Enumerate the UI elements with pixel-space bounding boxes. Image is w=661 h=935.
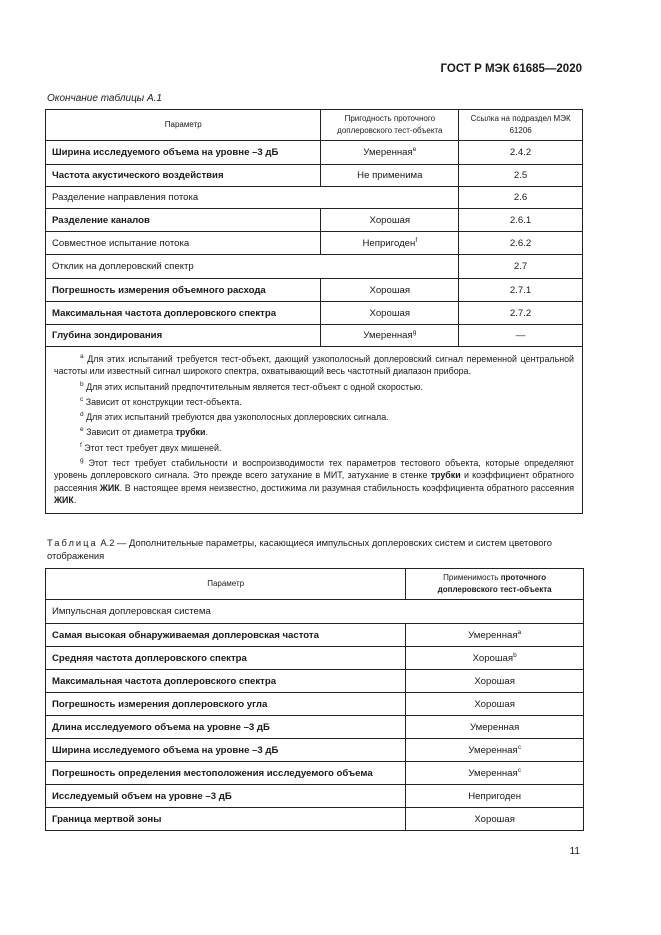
param-cell: Глубина зондирования (46, 325, 321, 347)
header-parameter: Параметр (46, 569, 406, 600)
reference-cell: 2.7 (459, 255, 583, 279)
param-cell: Длина исследуемого объема на уровне –3 дБ (46, 716, 406, 739)
suitability-cell: Непригоден$^f$ (321, 232, 459, 255)
footnote: $^g$ Этот тест требует стабильности и воспроизводимости тех параметров тестового объекта, которые определяют уровень доплеровского сигнала. Это прежде всего затухание в МИТ, затухание в стенке трубки и коэффициент обратного рассеяния ЖИК. В настоящее время неизвестно, достижима ли разумная стабильность коэффициента обратного рассеяния ЖИК. (54, 457, 575, 505)
table-notes (46, 347, 583, 514)
table-row (46, 232, 583, 255)
param-cell: Исследуемый объем на уровне –3 дБ (46, 785, 406, 808)
reference-cell: 2.6.2 (459, 232, 583, 255)
suitability-cell: Не применима (321, 165, 459, 187)
param-cell: Граница мертвой зоны (46, 808, 406, 831)
value-cell: Умеренная$^a$ (406, 624, 584, 647)
footnote: $^c$ Зависит от конструкции тест-объекта. (80, 395, 242, 407)
footnote-mark: g (412, 329, 417, 336)
suitability-cell: Хорошая (321, 302, 459, 325)
header-reference: Ссылка на подраздел МЭК 61206 (459, 110, 583, 141)
table-row (46, 785, 584, 808)
value-cell: Хорошая (406, 670, 584, 693)
value-cell: Хорошая$^b$ (406, 647, 584, 670)
table-row (46, 209, 583, 232)
section-row (46, 600, 584, 624)
param-cell: Погрешность измерения объемного расхода (46, 279, 321, 302)
header-applicability: Применимость проточного доплеровского тест-объекта (406, 569, 584, 600)
table-a2 (45, 568, 584, 831)
value-cell: Умеренная$^c$ (406, 739, 584, 762)
value-cell: Умеренная (406, 716, 584, 739)
table-row (46, 302, 583, 325)
param-cell: Ширина исследуемого объема на уровне –3 дБ (46, 141, 321, 165)
param-cell: Самая высокая обнаруживаемая доплеровская частота (46, 624, 406, 647)
page-number: 11 (569, 846, 580, 857)
reference-cell: 2.6 (459, 187, 583, 209)
param-cell: Погрешность определения местоположения исследуемого объема (46, 762, 406, 785)
table-row (46, 716, 584, 739)
param-cell: Отклик на доплеровский спектр (46, 255, 459, 279)
footnote: $^a$ Для этих испытаний требуется тест-объект, дающий узкополосный доплеровский сигнал переменной центральной частоты или известный сигнал широкого спектра, охватывающий весь частотный диапазон прибора. (54, 353, 574, 377)
footnote: $^e$ Зависит от диаметра трубки. (80, 426, 208, 438)
param-cell: Ширина исследуемого объема на уровне –3 дБ (46, 739, 406, 762)
param-cell: Погрешность измерения доплеровского угла (46, 693, 406, 716)
table-row (46, 255, 583, 279)
table2-caption: Таблица А.2 — Дополнительные параметры, касающиеся импульсных доплеровских систем и систем цветового отображения (47, 537, 552, 561)
table-row (46, 693, 584, 716)
table-row (46, 279, 583, 302)
notes-row (46, 347, 583, 514)
reference-cell: — (459, 325, 583, 347)
footnote-mark: c (517, 743, 521, 751)
table-row (46, 624, 584, 647)
suitability-cell: Хорошая (321, 279, 459, 302)
table-row (46, 762, 584, 785)
standard-header: ГОСТ Р МЭК 61685—2020 (440, 63, 582, 75)
footnote: $^f$ Этот тест требует двух мишеней. (80, 441, 222, 453)
table1-caption: Окончание таблицы А.1 (47, 93, 162, 104)
reference-cell: 2.7.2 (459, 302, 583, 325)
footnote-mark: e (412, 146, 417, 153)
table-label: Таблица (47, 537, 98, 548)
value-cell: Хорошая (406, 808, 584, 831)
value-cell: Хорошая (406, 693, 584, 716)
footnote-mark: f (415, 236, 418, 244)
suitability-cell: Хорошая (321, 209, 459, 232)
param-cell: Максимальная частота доплеровского спектра (46, 302, 321, 325)
table-row (46, 165, 583, 187)
footnote: $^b$ Для этих испытаний предпочтительным является тест-объект с одной скоростью. (80, 380, 423, 392)
table-header-row (46, 569, 584, 600)
table-row (46, 141, 583, 165)
reference-cell: 2.4.2 (459, 141, 583, 165)
table-a1-end (45, 109, 583, 514)
footnote-mark: b (513, 651, 517, 659)
value-cell: Умеренная$^c$ (406, 762, 584, 785)
reference-cell: 2.7.1 (459, 279, 583, 302)
param-cell: Совместное испытание потока (46, 232, 321, 255)
table-row (46, 325, 583, 347)
table-row (46, 739, 584, 762)
param-cell: Средняя частота доплеровского спектра (46, 647, 406, 670)
footnote: $^d$ Для этих испытаний требуются два узкополосных доплеровских сигнала. (80, 411, 389, 423)
table-row (46, 670, 584, 693)
section-title: Импульсная доплеровская система (46, 600, 584, 624)
param-cell: Максимальная частота доплеровского спектра (46, 670, 406, 693)
footnote-mark: c (517, 766, 521, 774)
param-cell: Частота акустического воздействия (46, 165, 321, 187)
param-cell: Разделение направления потока (46, 187, 459, 209)
footnote-mark: a (517, 628, 522, 636)
suitability-cell: Умеренная$^g$ (321, 325, 459, 347)
param-cell: Разделение каналов (46, 209, 321, 232)
header-suitability: Пригодность проточного доплеровского тест-объекта (321, 110, 459, 141)
suitability-cell: Умеренная$^e$ (321, 141, 459, 165)
value-cell: Непригоден (406, 785, 584, 808)
reference-cell: 2.6.1 (459, 209, 583, 232)
table-header-row (46, 110, 583, 141)
table-row (46, 808, 584, 831)
table-row (46, 187, 583, 209)
header-parameter: Параметр (46, 110, 321, 141)
reference-cell: 2.5 (459, 165, 583, 187)
table-row (46, 647, 584, 670)
